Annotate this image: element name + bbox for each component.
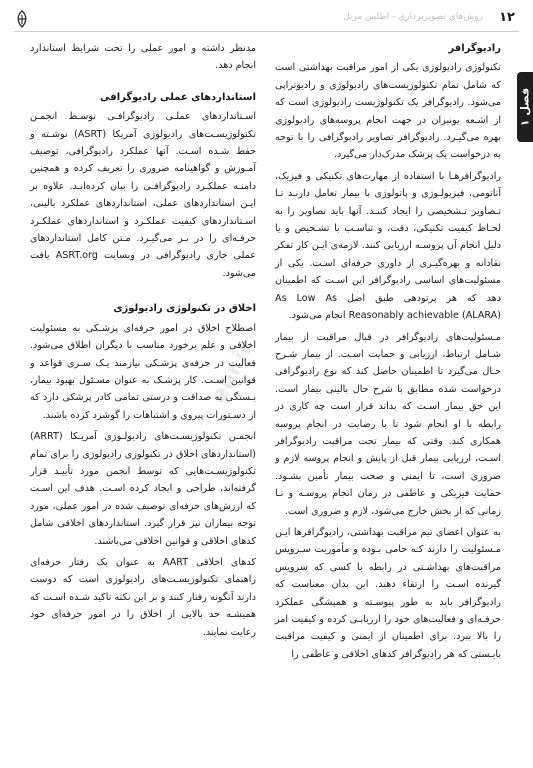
chapter-tab-label: فصل ۱ bbox=[518, 87, 532, 127]
paragraph-continuation: مدنظر داشته و امور عملی را تحت شرایط استاندارد انجام دهد. bbox=[30, 43, 256, 72]
paragraph: رادیوگرافرهـا با استفاده از مهارت‌های تکنیکی و فیزیک، آناتومی، فیزیولـوژی و پاتولوژی با بیمار تعامل دارنـد تـا تـصاویر تـشخیصی را ایجاد کننـد. آنها باید تصاویر را به لحـاظ کیفیت تکنیکی، دقت، و تناسـب با تشـخیص و یا دلیل انجام آن پروسـه ارزیابی کنند. لازمه‌ی ایـن کار تفکر نقادانه و بهره‌گیـری از داوری حرفه‌ای اسـت. یکی از مسئولیت‌های اساسی رادیوگرافر این اسـت که اطمینان دهد که هر پرتودهی طبق اصل As Low As Reasonably achievable (ALARA) انجام می‌شود. bbox=[275, 170, 501, 322]
running-title: روش‌های تصویربرداری - اطلس مرتل bbox=[343, 12, 483, 22]
left-column bbox=[30, 40, 256, 645]
publisher-logo-icon bbox=[14, 10, 30, 28]
paragraph: انجمـن تکنولوژیسـت‌های رادیولـوژی آمریـکا (ARRT) (استانداردهای اخلاق در تکنولوژی رادیولوژی را برای تمام تکنولوژیسـت‌هایی که توسط انجمن مورد تأییـد قرار گرفته‌اند، طراحی و ایجاد کرده اسـت. هدف این اسـت که ارزش‌های حرفه‌ای توصیف شده در امور عملی، مورد توجه بیماران نیز قرار گیرد. استانداردهای اخلاقی شامل کدهای اخلاقی و قوانین اخلاقی می‌باشند. bbox=[30, 431, 256, 547]
paragraph: کدهای اخلاقی AART به عنوان یک رفتار حرفه‌ای راهنمای تکنولوژیسـت‌های رادیولوژی است که دوست دارند آنگونه رفتار کنند و بر این نکته تاکید شـده اسـت که همیشـه حد بالایی از اخلاق را در امور حرفه‌ای خود رعایت نمایند. bbox=[30, 556, 256, 638]
right-column bbox=[275, 40, 501, 667]
header-divider bbox=[14, 31, 519, 32]
paragraph: اسـتانداردهای عملـی رادیوگرافـی توسـط انجمـن تکنولوژیسـت‌های رادیولوژی آمریکا (ASRT) نوشـته و حفظ شـده اسـت. آنها عملکرد رادیوگرافی، توصیف آمـوزش و گواهینامه ضروری را تعریف کرده و همچنین دامنـه عملکـرد رادیوگرافـی را بیان کرده‌انـد. علاوه بر ایـن استانداردهای عملی، استانداردهای عملکرد بالینی، اسـتانداردهای کیفیت عملکـرد و استانداردهای عملکـرد حرفـه‌ای را در بـر می‌گیـرد. مـتن کامل استانداردهای عملی جاری رادیوگرافی در وبسایت ASRT.org یافت می‌شود. bbox=[30, 111, 256, 279]
page-number: ۱۲ bbox=[499, 10, 515, 25]
section-heading-ethics: اخلاق در تکنولوژی رادیولوژی bbox=[113, 303, 256, 315]
paragraph: اصطلاح اخلاق در امور حرفه‌ای پزشـکی به مسئولیت اخلاقی و علم برخورد مناسب با دیگران اطلاق می‌شود. فعالیت در حرفه‌ی پزشـکی نیازمند یـک سـری قواعد و قوانین اسـت. کار پزشـک به عنوان مسـئول بهبود بیمار، بـستگی به صداقت و درستی تمامی کادر پزشکی دارد که از دسـتورات پیروی و اشتباهات را گوشزد کرده باشند. bbox=[30, 322, 256, 421]
page-header bbox=[0, 8, 533, 30]
chapter-tab bbox=[517, 72, 533, 142]
paragraph: مـسئولیت‌های رادیوگرافر در قبال مراقبت از بیمار شـامل ارتباط، ارزیابی و حمایت اسـت. از بیمار شـرح حـال می‌گیرد تا اطمینان حاصل کند که نوع رادیوگرافی درخواست شده مطابق با شرح حال بالینی بیمار است. این حق بیمار اسـت که بداند قرار است چه کاری در رابطه با او انجام شود تا با رضایت در انجام پروسه همکاری کند. وقتی که بیمار تحت مراقبت رادیوگرافر اسـت، ارزیابی بیمار قبل از پایش و انجام پروسه لازم و ضروری است، تا ایمنی و صحت بیمار تأمین بشـود. حمایت فیزیکی و عاطفی در زمان انجام پروسـه و تـا زمانی که از بخش خارج می‌شود، لازم و ضروری است. bbox=[275, 331, 501, 517]
section-heading-practice-standards: استانداردهای عملی رادیوگرافی bbox=[100, 91, 256, 103]
paragraph: تکنولوژی رادیولوژی یکی از امور مراقبت بهداشتی است که شامل تمام تکنولوژیست‌های رادیولوژی و رادیوتراپی می‌شود. رادیوگرافر یک تکنولوژیست رادیولوژی است که از اشـعه یونیزان در جهت انجام پروسه‌های رادیولوژی بهره می‌گیـرد. رادیوگرافر تصاویر رادیوگرافی را با توجه به درخواست یک پزشک مدرک‌دار می‌گیرد. bbox=[275, 62, 501, 161]
section-heading-radiographer: رادیوگرافر bbox=[448, 43, 501, 54]
paragraph: به عنوان اعضای تیم مراقبت بهداشتی، رادیوگرافرها ایـن مـسئولیت را دارند کـه حامی بـوده و مأموریت سـرویس مراقبت‌های بهداشـتی در رابطه با کسی که سرویس گیرنده اسـت را ارتقاء دهند. این بدان معناست که رادیوگرافر باید به طور پیوسـته و همیشگی عملکرد حرفـه‌ای و فعالیت‌های خود را ارزیابـی کرده و کیفیت امر را بالا ببرد. برای اطمینان از ایمنی و کیفیت مراقبت بایـستی که هر رادیوگرافر کدهای اخلاقی و عاطفی را bbox=[275, 526, 501, 660]
watermark: ehr.ir bbox=[206, 337, 259, 408]
